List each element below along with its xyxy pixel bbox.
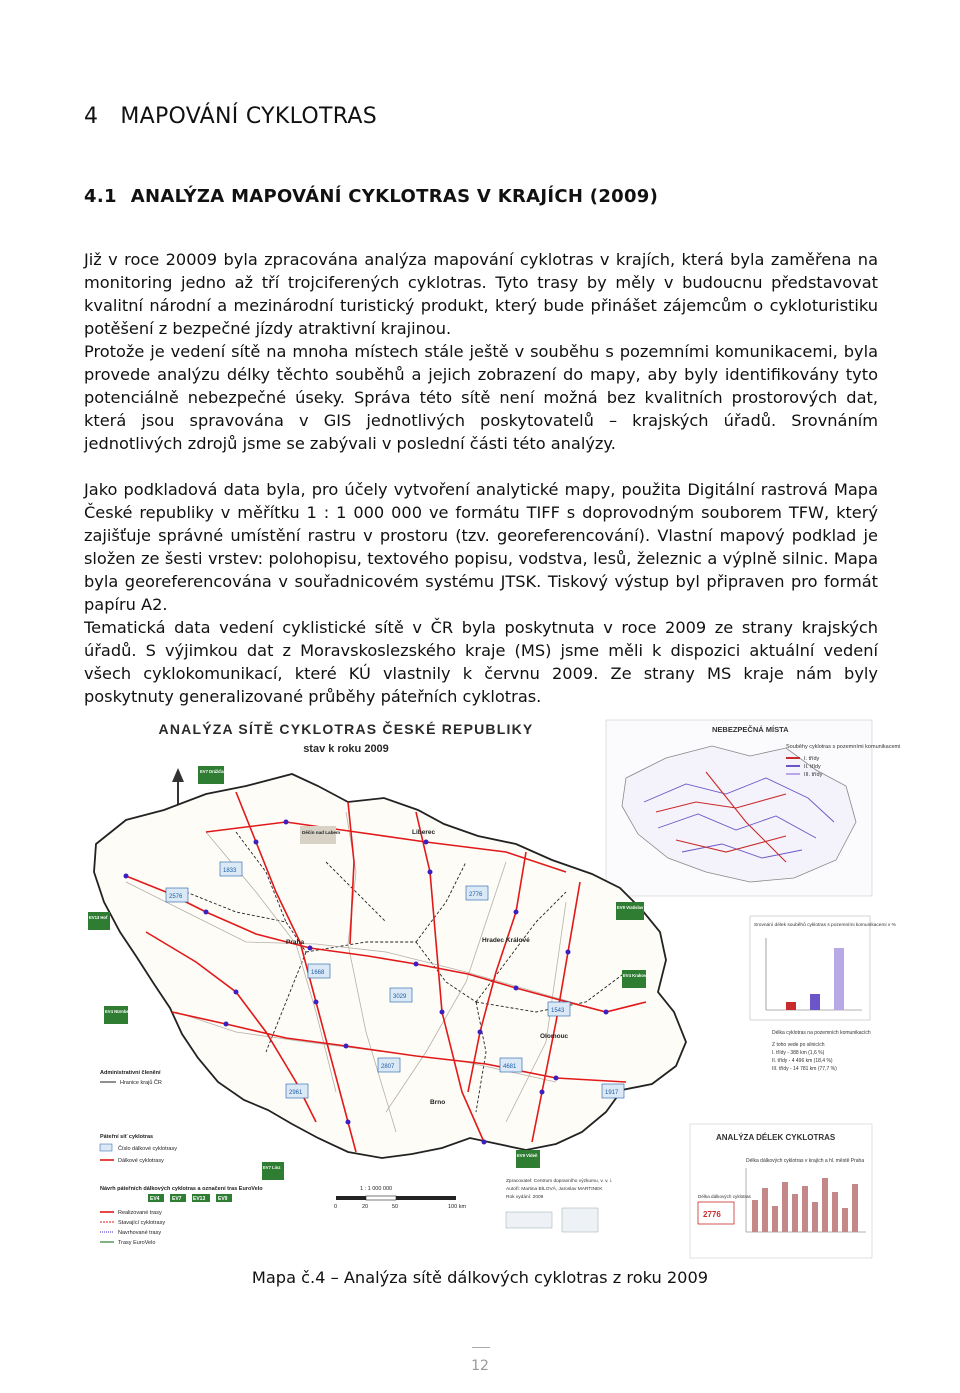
legend-eurovelo-code: EV9 [218,1196,228,1202]
stats-line: III. třídy - 14 781 km (77,7 %) [772,1066,837,1072]
heading-section [84,186,658,207]
scale-ratio: 1 : 1 000 000 [360,1186,393,1192]
credits-line: Autoři: Martina BÍLOVÁ, Jaroslav MARTINEK [506,1187,603,1192]
heading-section-title: ANALÝZA MAPOVÁNÍ CYKLOTRAS V KRAJÍCH (2009) [130,186,659,207]
lengths-title: ANALÝZA DÉLEK CYKLOTRAS [716,1133,836,1142]
length-bar [762,1188,768,1232]
legend-eurovelo-code: EV4 [150,1196,160,1202]
map-svg [86,712,901,1262]
bar-mark [810,994,820,1010]
city-label: Hradec Králové [482,937,530,944]
region-number: 2807 [381,1064,395,1070]
eurovelo-label: EV7 Drážďany [200,769,229,774]
scale-tick: 20 [362,1204,369,1210]
length-bar [832,1192,838,1232]
inset-legend-item: I. třídy [804,756,820,762]
region-number: 1833 [223,868,237,874]
legend-eurovelo-code: EV7 [172,1196,182,1202]
legend-item: Hranice krajů ČR [120,1080,162,1086]
region-number: 1543 [551,1008,565,1014]
legend-heading: Návrh páteřních dálkových cyklotras a označení tras EuroVelo [100,1186,263,1192]
city-label: Praha [286,939,305,946]
lengths-chart-title: Délka dálkových cyklotras v krajích a hl. městě Praha [746,1158,865,1164]
length-bar [782,1182,788,1232]
map-title: ANALÝZA SÍTĚ CYKLOTRAS ČESKÉ REPUBLIKY [158,721,534,737]
credits-line: Rok vydání: 2009 [506,1195,544,1200]
stats-line: I. třídy - 388 km (1,6 %) [772,1050,825,1056]
eurovelo-label: EV7 Linz [263,1165,281,1170]
lengths-total-label: Délka dálkových cyklotras [698,1194,751,1199]
legend-heading: Administrativní členění [100,1070,161,1076]
bar-chart-title: Srovnání délek souběhů cyklotras s pozemními komunikacemi v % [754,923,896,928]
region-number: 2576 [169,894,183,900]
lengths-total-value: 2776 [703,1210,721,1219]
length-bar [822,1178,828,1232]
page-number-rule [472,1347,490,1348]
eurovelo-label: EV13 Hof [89,915,108,920]
city-label: Děčín nad Labem [302,830,341,835]
inset-legend-item: II. třídy [804,764,821,770]
region-number: 4681 [503,1064,517,1070]
region-number: 1917 [605,1090,619,1096]
figure-caption: Mapa č.4 – Analýza sítě dálkových cyklotras z roku 2009 [251,1268,709,1287]
heading-chapter-title: MAPOVÁNÍ CYKLOTRAS [120,104,378,129]
inset-legend-title: Souběhy cyklotras s pozemními komunikacemi [786,744,901,750]
eurovelo-label: EV4 Nürnberg [105,1009,133,1014]
legend-item: Realizované trasy [118,1210,162,1216]
eurovelo-label: EV4 Krakov [623,973,647,978]
city-label: Liberec [412,829,436,836]
region-number: 1668 [311,970,325,976]
legend-item: Trasy EuroVelo [118,1240,156,1246]
legend-heading: Páteřní síť cyklotras [100,1134,154,1140]
bar-mark [786,1002,796,1010]
cycle-route-map [86,712,901,1262]
length-bar [812,1202,818,1232]
heading-chapter-number: 4 [84,104,99,129]
city-label: Brno [430,1099,446,1106]
stats-line: II. třídy - 4 496 km (18,4 %) [772,1058,833,1064]
logo-icon [562,1208,598,1232]
legend-item: Dálkové cyklotrasy [118,1158,164,1164]
scale-tick: 100 km [448,1204,467,1210]
city-label: Olomouc [540,1033,569,1040]
region-number: 2776 [469,892,483,898]
length-bar [792,1194,798,1232]
length-bar [752,1200,758,1232]
paragraph: Protože je vedení sítě na mnoha místech stále ještě v souběhu s pozemními komunikacemi, byla provede analýzu délky těchto souběhů a jejich zobrazení do mapy, aby byly identifikovány tyto potenciálně nebezpečné úseky. Správa této sítě není možná bez kvalitních prostorových dat, která jsou spravována v GIS jednotlivých poskytovatelů – krajských úřadů. Srovnáním jednotlivých zdrojů jsme se zabývali v poslední části této analýzy. [84,342,878,453]
legend-item: Stavající cyklotrasy [118,1220,166,1226]
paragraph: Tematická data vedení cyklistické sítě v ČR byla poskytnuta v roce 2009 ze strany krajských úřadů. S výjimkou dat z Moravskoslezského kraje (MS) jsme měli k dispozici aktuální vedení všech cyklokomunikací, které KÚ vlastnily k červnu 2009. Ze strany MS kraje nám byly poskytnuty generalizované průběhy páteřních cyklotras. [84,618,878,706]
lengths-analysis [690,1124,872,1258]
paragraph: Již v roce 20009 byla zpracována analýza mapování cyklotras v krajích, která byla zaměřena na monitoring jedno až tří trojciferených cyklotras. Tyto trasy by měly v budoucnu představovat kvalitní národní a mezinárodní turistický produkt, který bude přinášet zájemcům o cykloturistiku potěšení z bezpečné jízdy atraktivní krajinou. [84,250,878,338]
legend-item: Navrhované trasy [118,1230,162,1236]
region-number: 3029 [393,994,407,1000]
page-number: 12 [471,1358,489,1374]
scale-tick: 50 [392,1204,399,1210]
paragraph: Jako podkladová data byla, pro účely vytvoření analytické mapy, použita Digitální rastrová Mapa České republiky v měřítku 1 : 1 000 000 ve formátu TIFF s doprovodným souborem TFW, který zajišťuje správné umístění rastru v prostoru (tzv. georeferencování). Vlastní mapový podklad je složen ze šesti vrstev: polohopisu, textového popisu, vodstva, lesů, železnic a výplně silnic. Mapa byla georeferencována v souřadnicovém systému JTSK. Tiskový výstup byl připraven pro formát papíru A2. [84,480,878,614]
inset-dangerous-spots [606,720,900,896]
heading-chapter [84,104,377,129]
credits-line: Zpracovatel: Centrum dopravního výzkumu, v. v. i. [506,1179,613,1184]
scale-tick: 0 [334,1204,338,1210]
length-bar [852,1184,858,1232]
length-bar [802,1186,808,1232]
logo-icon [506,1212,552,1228]
length-bar [772,1206,778,1232]
heading-section-number: 4.1 [84,186,117,207]
legend-eurovelo-code: EV13 [193,1196,206,1202]
bar-mark [834,948,844,1010]
eurovelo-label: EV9 Vídeň [517,1153,538,1158]
stats-line: Z toho vede po silnicích [772,1042,825,1048]
inset-title: NEBEZPEČNÁ MÍSTA [712,725,789,734]
region-number: 2961 [289,1090,303,1096]
stats-title: Délka cyklotras na pozemních komunikacích [772,1030,871,1036]
map-subtitle: stav k roku 2009 [303,743,389,755]
length-bar [842,1208,848,1232]
legend-item: Číslo dálkové cyklotrasy [118,1146,177,1152]
eurovelo-label: EV9 Vratislav [617,905,644,910]
inset-legend-item: III. třídy [804,772,823,778]
